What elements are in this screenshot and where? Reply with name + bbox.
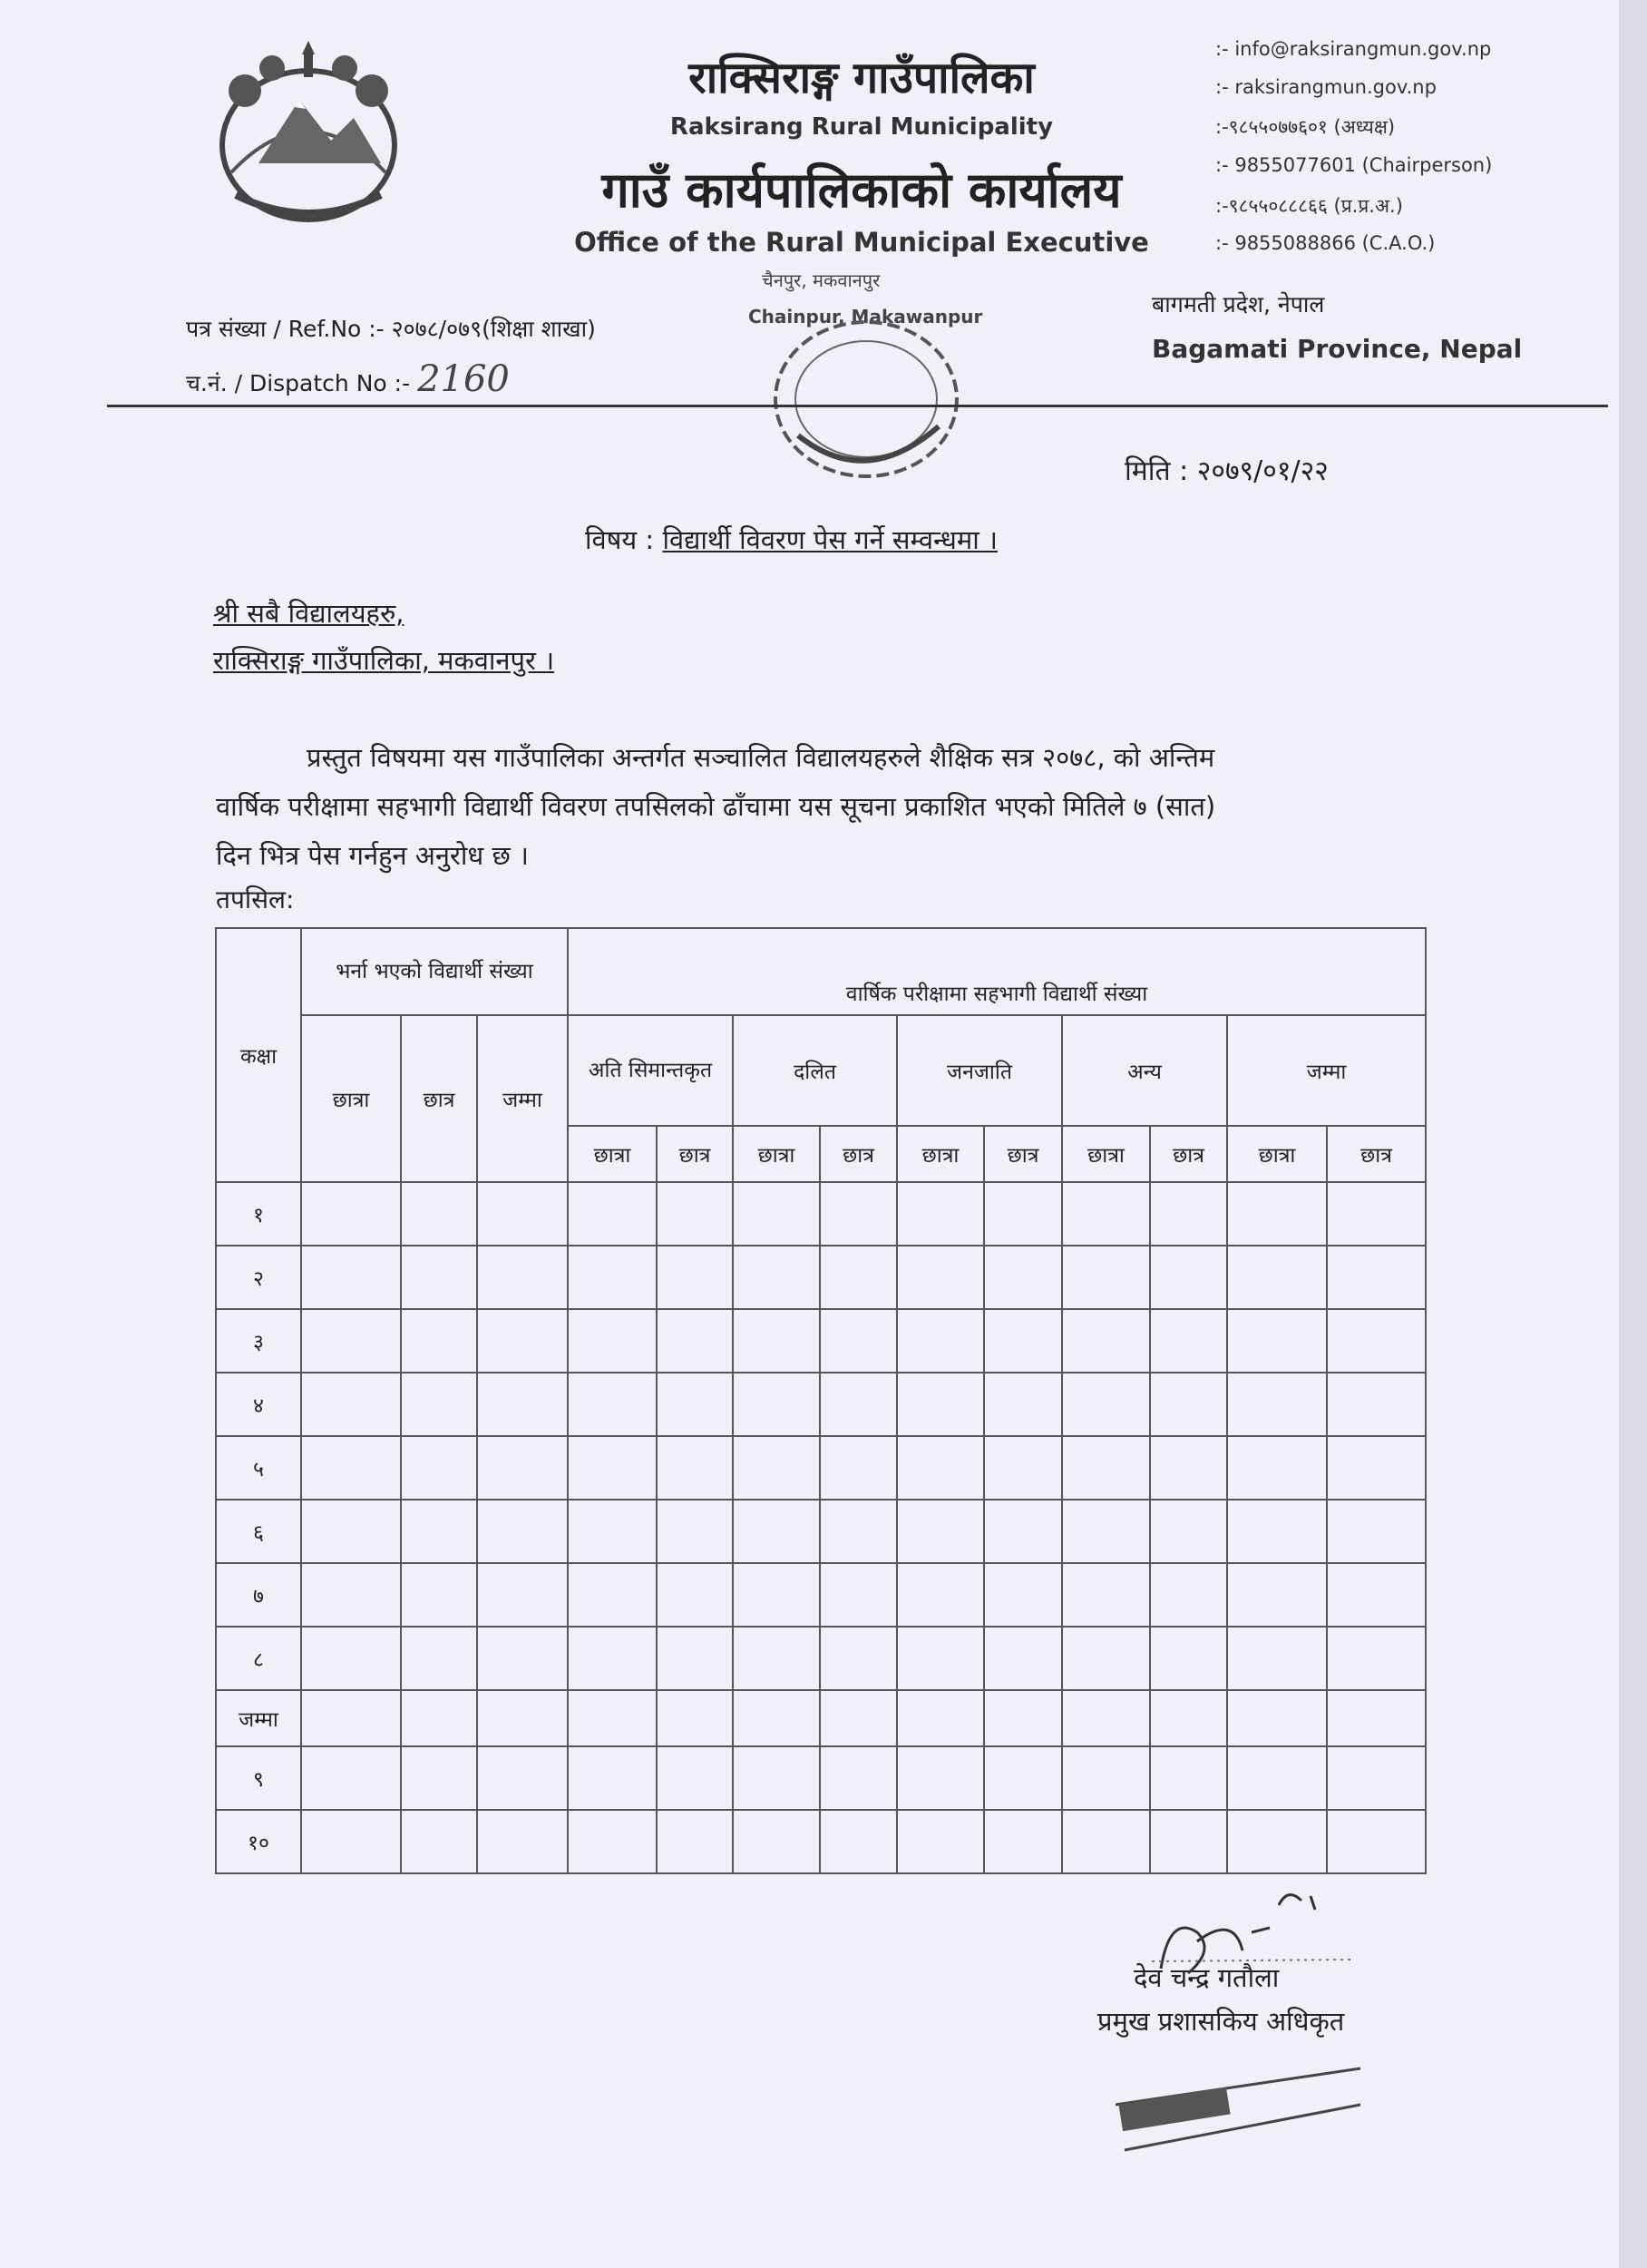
empty-cell[interactable]	[820, 1746, 897, 1810]
empty-cell[interactable]	[733, 1500, 820, 1563]
empty-cell[interactable]	[477, 1309, 568, 1373]
empty-cell[interactable]	[568, 1500, 657, 1563]
empty-cell[interactable]	[984, 1563, 1062, 1627]
empty-cell[interactable]	[401, 1746, 477, 1810]
table-row	[216, 1810, 1426, 1873]
empty-cell[interactable]	[984, 1373, 1062, 1436]
empty-cell[interactable]	[1062, 1436, 1150, 1500]
group-header-dalit: दलित	[733, 1015, 897, 1126]
empty-cell[interactable]	[301, 1690, 401, 1746]
empty-cell[interactable]	[820, 1309, 897, 1373]
empty-cell[interactable]	[733, 1563, 820, 1627]
empty-cell[interactable]	[301, 1309, 401, 1373]
table-row	[216, 1373, 1426, 1436]
province-np: बागमती प्रदेश, नेपाल	[1152, 291, 1325, 318]
empty-cell[interactable]	[568, 1746, 657, 1810]
empty-cell[interactable]	[1227, 1309, 1327, 1373]
contact-website[interactable]: :- raksirangmun.gov.np	[1215, 76, 1437, 98]
subheader-boys: छात्र	[984, 1126, 1062, 1182]
empty-cell[interactable]	[984, 1500, 1062, 1563]
empty-cell[interactable]	[1062, 1246, 1150, 1309]
empty-cell[interactable]	[733, 1746, 820, 1810]
empty-cell[interactable]	[657, 1246, 733, 1309]
office-title-np: गाउँ कार्यपालिकाको कार्यालय	[601, 161, 1122, 219]
empty-cell[interactable]	[733, 1690, 820, 1746]
office-title-en: Office of the Rural Municipal Executive	[574, 227, 1149, 258]
subheader-boys: छात्र	[1150, 1126, 1227, 1182]
empty-cell[interactable]	[1062, 1690, 1150, 1746]
empty-cell[interactable]	[1150, 1500, 1227, 1563]
page-edge	[1619, 0, 1647, 2268]
empty-cell[interactable]	[1327, 1373, 1426, 1436]
table-row	[216, 1627, 1426, 1690]
empty-cell[interactable]	[1150, 1436, 1227, 1500]
empty-cell[interactable]	[568, 1627, 657, 1690]
empty-cell[interactable]	[1150, 1309, 1227, 1373]
empty-cell[interactable]	[733, 1810, 820, 1873]
subheader-boys: छात्र	[820, 1126, 897, 1182]
empty-cell[interactable]	[1150, 1627, 1227, 1690]
empty-cell[interactable]	[657, 1309, 733, 1373]
empty-cell[interactable]	[401, 1500, 477, 1563]
empty-cell[interactable]	[657, 1373, 733, 1436]
municipality-title-np: राक्सिराङ्ग गाउँपालिका	[688, 53, 1035, 103]
empty-cell[interactable]	[820, 1810, 897, 1873]
body-line-3: दिन भित्र पेस गर्नहुन अनुरोध छ ।	[216, 840, 529, 871]
class-cell: ८	[216, 1627, 301, 1690]
empty-cell[interactable]	[401, 1373, 477, 1436]
class-cell: १	[216, 1182, 301, 1246]
empty-cell[interactable]	[733, 1627, 820, 1690]
empty-cell[interactable]	[477, 1563, 568, 1627]
empty-cell[interactable]	[984, 1690, 1062, 1746]
empty-cell[interactable]	[1327, 1627, 1426, 1690]
province-en: Bagamati Province, Nepal	[1152, 334, 1523, 364]
empty-cell[interactable]	[733, 1246, 820, 1309]
dispatch-label: च.नं. / Dispatch No :-	[186, 370, 411, 396]
empty-cell[interactable]	[477, 1182, 568, 1246]
class-cell: ७	[216, 1563, 301, 1627]
empty-cell[interactable]	[657, 1436, 733, 1500]
empty-cell[interactable]	[733, 1182, 820, 1246]
subheader-girls: छात्रा	[1227, 1126, 1327, 1182]
subject-prefix: विषय :	[585, 524, 655, 555]
empty-cell[interactable]	[897, 1309, 984, 1373]
empty-cell[interactable]	[897, 1746, 984, 1810]
empty-cell[interactable]	[1150, 1246, 1227, 1309]
empty-cell[interactable]	[477, 1746, 568, 1810]
empty-cell[interactable]	[568, 1563, 657, 1627]
group-header-other: अन्य	[1062, 1015, 1227, 1126]
group-header-marginalized: अति सिमान्तकृत	[568, 1015, 733, 1126]
empty-cell[interactable]	[568, 1182, 657, 1246]
empty-cell[interactable]	[1227, 1690, 1327, 1746]
empty-cell[interactable]	[1227, 1746, 1327, 1810]
subheader-girls: छात्रा	[733, 1126, 820, 1182]
empty-cell[interactable]	[568, 1810, 657, 1873]
empty-cell[interactable]	[984, 1810, 1062, 1873]
empty-cell[interactable]	[897, 1627, 984, 1690]
details-label: तपसिल:	[216, 885, 295, 914]
empty-cell[interactable]	[401, 1810, 477, 1873]
table-row	[216, 1500, 1426, 1563]
stamp-location-en: Chainpur, Makawanpur	[748, 306, 983, 327]
empty-cell[interactable]	[820, 1690, 897, 1746]
empty-cell[interactable]	[301, 1373, 401, 1436]
empty-cell[interactable]	[1327, 1182, 1426, 1246]
enrolled-header: भर्ना भएको विद्यार्थी संख्या	[301, 928, 568, 1015]
stamp-location-np: चैनपुर, मकवानपुर	[762, 269, 881, 291]
subject-line	[585, 522, 998, 557]
enrolled-boys-header: छात्र	[401, 1015, 477, 1182]
empty-cell[interactable]	[1150, 1810, 1227, 1873]
subheader-girls: छात्रा	[568, 1126, 657, 1182]
empty-cell[interactable]	[1227, 1500, 1327, 1563]
enrolled-total-header: जम्मा	[477, 1015, 568, 1182]
empty-cell[interactable]	[1062, 1182, 1150, 1246]
empty-cell[interactable]	[657, 1810, 733, 1873]
dispatch-number	[186, 358, 510, 400]
table-body	[216, 1182, 1426, 1873]
empty-cell[interactable]	[301, 1746, 401, 1810]
empty-cell[interactable]	[477, 1627, 568, 1690]
empty-cell[interactable]	[1327, 1500, 1426, 1563]
empty-cell[interactable]	[984, 1436, 1062, 1500]
empty-cell[interactable]	[1327, 1690, 1426, 1746]
header-divider	[107, 405, 1608, 407]
empty-cell[interactable]	[733, 1309, 820, 1373]
empty-cell[interactable]	[1327, 1309, 1426, 1373]
empty-cell[interactable]	[401, 1690, 477, 1746]
class-cell: २	[216, 1246, 301, 1309]
empty-cell[interactable]	[1062, 1810, 1150, 1873]
empty-cell[interactable]	[733, 1373, 820, 1436]
empty-cell[interactable]	[897, 1810, 984, 1873]
empty-cell[interactable]	[657, 1500, 733, 1563]
ref-value: २०७८/०७९(शिक्षा शाखा)	[391, 316, 596, 342]
empty-cell[interactable]	[984, 1627, 1062, 1690]
empty-cell[interactable]	[820, 1373, 897, 1436]
dispatch-value: 2160	[417, 358, 510, 400]
empty-cell[interactable]	[301, 1810, 401, 1873]
empty-cell[interactable]	[1327, 1810, 1426, 1873]
empty-cell[interactable]	[1062, 1373, 1150, 1436]
empty-cell[interactable]	[897, 1563, 984, 1627]
empty-cell[interactable]	[1227, 1373, 1327, 1436]
empty-cell[interactable]	[401, 1436, 477, 1500]
empty-cell[interactable]	[568, 1373, 657, 1436]
empty-cell[interactable]	[1062, 1627, 1150, 1690]
enrolled-girls-header: छात्रा	[301, 1015, 401, 1182]
exam-header: वार्षिक परीक्षामा सहभागी विद्यार्थी संख्या	[568, 928, 1426, 1015]
empty-cell[interactable]	[568, 1690, 657, 1746]
empty-cell[interactable]	[897, 1182, 984, 1246]
empty-cell[interactable]	[1327, 1436, 1426, 1500]
empty-cell[interactable]	[897, 1246, 984, 1309]
class-header: कक्षा	[216, 928, 301, 1182]
contact-email[interactable]: :- info@raksirangmun.gov.np	[1215, 38, 1492, 60]
table-row	[216, 1182, 1426, 1246]
empty-cell[interactable]	[984, 1182, 1062, 1246]
subheader-boys: छात्र	[1327, 1126, 1426, 1182]
empty-cell[interactable]	[657, 1627, 733, 1690]
table-row	[216, 1563, 1426, 1627]
empty-cell[interactable]	[401, 1627, 477, 1690]
empty-cell[interactable]	[1327, 1246, 1426, 1309]
empty-cell[interactable]	[984, 1746, 1062, 1810]
subject-text: विद्यार्थी विवरण पेस गर्ने सम्वन्धमा ।	[662, 524, 998, 555]
empty-cell[interactable]	[477, 1436, 568, 1500]
letter-body	[216, 733, 1486, 880]
empty-cell[interactable]	[984, 1309, 1062, 1373]
empty-cell[interactable]	[657, 1746, 733, 1810]
municipality-title-en: Raksirang Rural Municipality	[669, 113, 1054, 141]
empty-cell[interactable]	[477, 1500, 568, 1563]
signatory-name: देव चन्द्र गतौला	[1134, 1962, 1280, 1993]
empty-cell[interactable]	[897, 1690, 984, 1746]
empty-cell[interactable]	[657, 1182, 733, 1246]
empty-cell[interactable]	[984, 1246, 1062, 1309]
class-cell: ६	[216, 1500, 301, 1563]
subheader-girls: छात्रा	[1062, 1126, 1150, 1182]
class-cell: १०	[216, 1810, 301, 1873]
class-cell: ४	[216, 1373, 301, 1436]
contact-chair-np: :-९८५५०७७६०१ (अध्यक्ष)	[1215, 116, 1396, 138]
reference-number	[186, 313, 596, 344]
class-cell: ५	[216, 1436, 301, 1500]
empty-cell[interactable]	[1227, 1810, 1327, 1873]
empty-cell[interactable]	[568, 1436, 657, 1500]
empty-cell[interactable]	[477, 1373, 568, 1436]
table-row	[216, 1436, 1426, 1500]
subheader-boys: छात्र	[657, 1126, 733, 1182]
empty-cell[interactable]	[301, 1627, 401, 1690]
class-cell: ९	[216, 1746, 301, 1810]
empty-cell[interactable]	[1150, 1182, 1227, 1246]
handwritten-signature	[1134, 1878, 1369, 1987]
empty-cell[interactable]	[401, 1309, 477, 1373]
office-stamp	[744, 318, 979, 499]
empty-cell[interactable]	[1227, 1563, 1327, 1627]
group-header-total: जम्मा	[1227, 1015, 1426, 1126]
empty-cell[interactable]	[1062, 1500, 1150, 1563]
ref-label: पत्र संख्या / Ref.No :-	[186, 316, 385, 342]
empty-cell[interactable]	[401, 1246, 477, 1309]
empty-cell[interactable]	[1150, 1690, 1227, 1746]
contact-cao-np: :-९८५५०८८८६६ (प्र.प्र.अ.)	[1215, 195, 1403, 217]
student-details-table	[215, 927, 1427, 1874]
empty-cell[interactable]	[1150, 1746, 1227, 1810]
empty-cell[interactable]	[401, 1563, 477, 1627]
class-cell: जम्मा	[216, 1690, 301, 1746]
empty-cell[interactable]	[820, 1500, 897, 1563]
empty-cell[interactable]	[1150, 1563, 1227, 1627]
nepal-emblem-logo	[195, 36, 422, 236]
letter-date: मिति : २०७९/०१/२२	[1125, 455, 1329, 487]
empty-cell[interactable]	[1227, 1182, 1327, 1246]
empty-cell[interactable]	[820, 1563, 897, 1627]
signatory-title: प्रमुख प्रशासकिय अधिकृत	[1097, 2006, 1345, 2037]
empty-cell[interactable]	[1227, 1627, 1327, 1690]
empty-cell[interactable]	[301, 1563, 401, 1627]
empty-cell[interactable]	[820, 1246, 897, 1309]
recipient-line-1: श्री सबै विद्यालयहरु,	[213, 598, 404, 629]
table-row	[216, 1746, 1426, 1810]
empty-cell[interactable]	[1327, 1563, 1426, 1627]
empty-cell[interactable]	[733, 1436, 820, 1500]
empty-cell[interactable]	[568, 1309, 657, 1373]
empty-cell[interactable]	[477, 1690, 568, 1746]
empty-cell[interactable]	[301, 1246, 401, 1309]
empty-cell[interactable]	[477, 1246, 568, 1309]
subheader-girls: छात्रा	[897, 1126, 984, 1182]
contact-chair-en: :- 9855077601 (Chairperson)	[1215, 154, 1493, 176]
empty-cell[interactable]	[657, 1563, 733, 1627]
empty-cell[interactable]	[1062, 1746, 1150, 1810]
empty-cell[interactable]	[1227, 1246, 1327, 1309]
empty-cell[interactable]	[1062, 1563, 1150, 1627]
group-header-janajati: जनजाति	[897, 1015, 1062, 1126]
contact-cao-en: :- 9855088866 (C.A.O.)	[1215, 232, 1436, 254]
empty-cell[interactable]	[897, 1436, 984, 1500]
body-line-2: वार्षिक परीक्षामा सहभागी विद्यार्थी विवरण तपसिलको ढाँचामा यस सूचना प्रकाशित भएको मितिले ७ (सात)	[216, 791, 1216, 822]
empty-cell[interactable]	[1062, 1309, 1150, 1373]
empty-cell[interactable]	[897, 1373, 984, 1436]
empty-cell[interactable]	[1327, 1746, 1426, 1810]
empty-cell[interactable]	[477, 1810, 568, 1873]
empty-cell[interactable]	[301, 1182, 401, 1246]
recipient-line-2: राक्सिराङ्ग गाउँपालिका, मकवानपुर ।	[213, 645, 555, 676]
empty-cell[interactable]	[820, 1627, 897, 1690]
name-stamp	[1106, 2050, 1379, 2168]
class-cell: ३	[216, 1309, 301, 1373]
table-row	[216, 1690, 1426, 1746]
empty-cell[interactable]	[1227, 1436, 1327, 1500]
empty-cell[interactable]	[301, 1436, 401, 1500]
empty-cell[interactable]	[1150, 1373, 1227, 1436]
body-line-1: प्रस्तुत विषयमा यस गाउँपालिका अन्तर्गत सञ्चालित विद्यालयहरुले शैक्षिक सत्र २०७८, को अन्तिम	[307, 742, 1215, 773]
empty-cell[interactable]	[401, 1182, 477, 1246]
empty-cell[interactable]	[820, 1182, 897, 1246]
empty-cell[interactable]	[301, 1500, 401, 1563]
table-row	[216, 1309, 1426, 1373]
table-row	[216, 1246, 1426, 1309]
empty-cell[interactable]	[897, 1500, 984, 1563]
empty-cell[interactable]	[657, 1690, 733, 1746]
empty-cell[interactable]	[568, 1246, 657, 1309]
empty-cell[interactable]	[820, 1436, 897, 1500]
